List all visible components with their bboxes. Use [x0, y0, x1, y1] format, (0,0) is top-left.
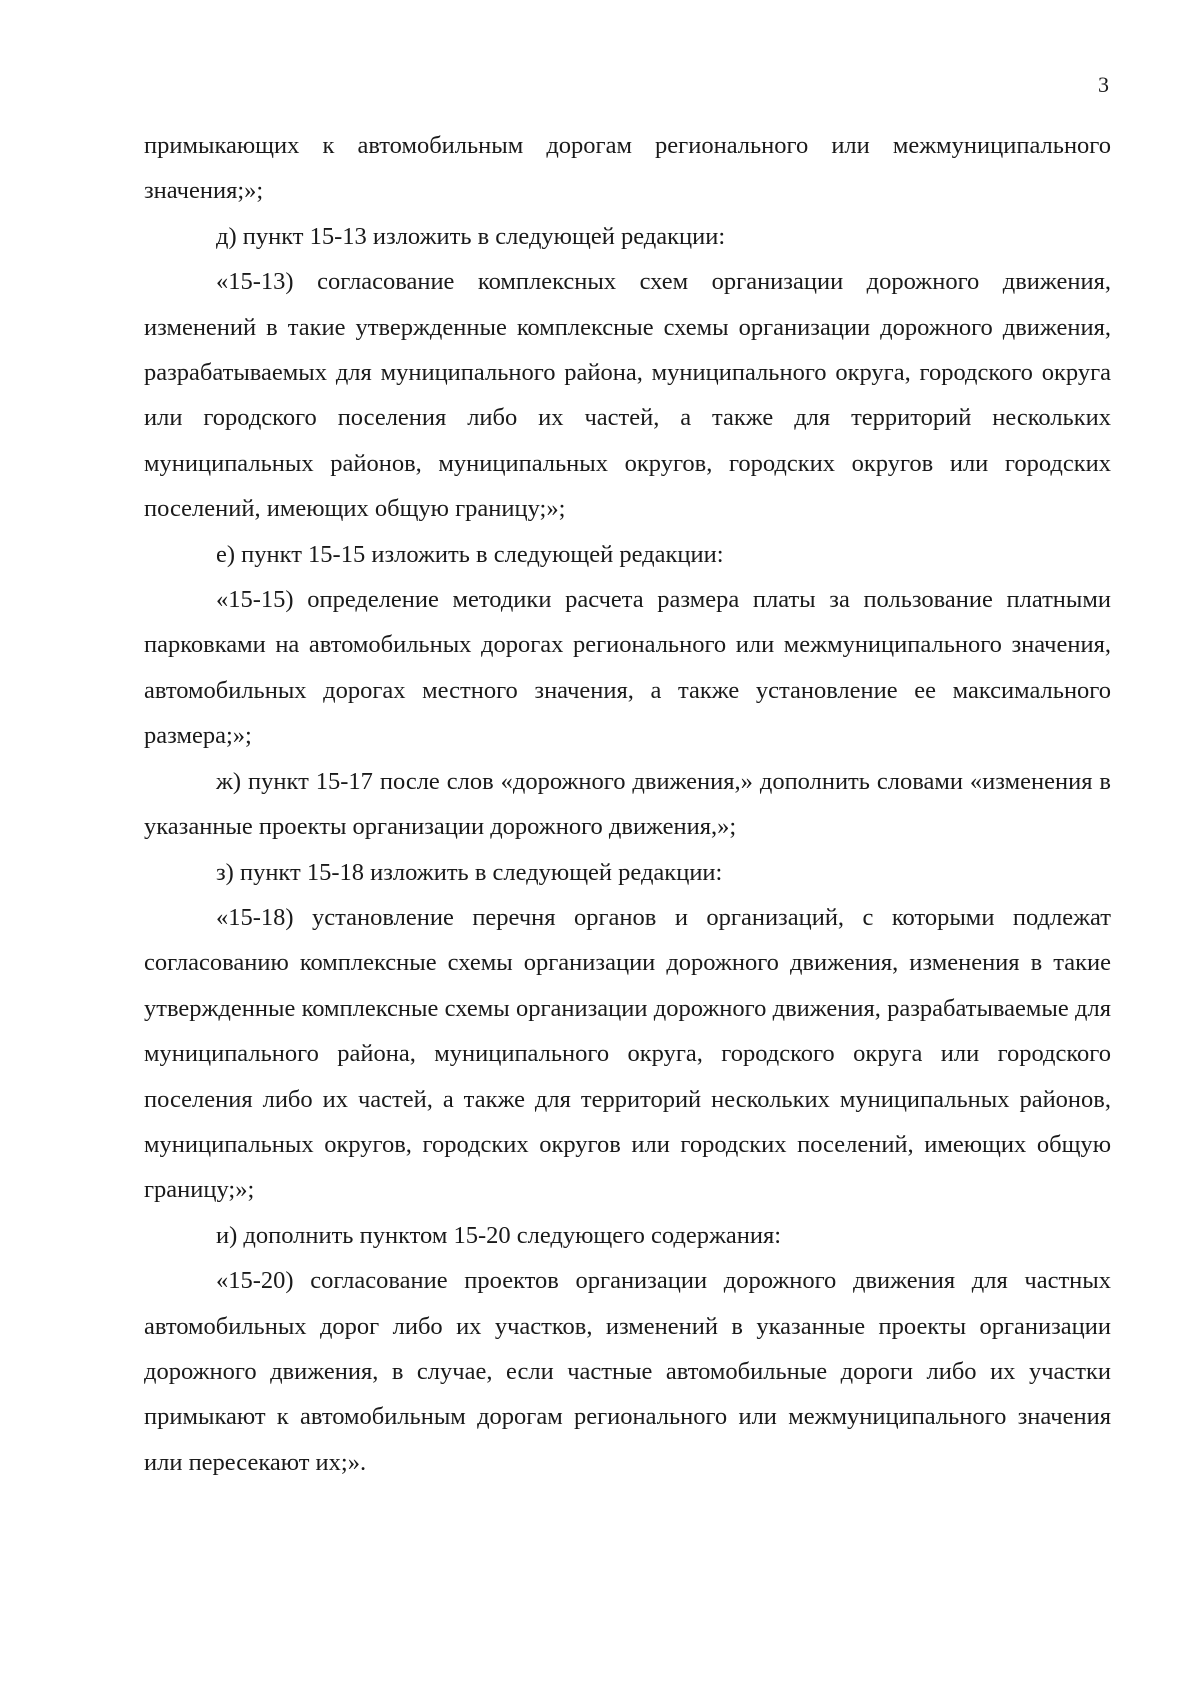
paragraph-item-zh: ж) пункт 15-17 после слов «дорожного движения,» дополнить словами «изменения в указанные проекты организации дорожного движения,»;	[144, 767, 1111, 841]
paragraph-item-i: и) дополнить пунктом 15-20 следующего содержания:	[216, 1221, 782, 1249]
paragraph-15-13: «15-13) согласование комплексных схем организации дорожного движения, изменений в такие утвержденные комплексные схемы организации дорожного движения, разрабатываемых для муниципального района, муниципального округа, городского округа или городского поселения либо их частей, а также для территорий нескольких муниципальных районов, муниципальных округов, городских округов или городских поселений, имеющих общую границу;»;	[144, 268, 1111, 523]
paragraph-item-d: д) пункт 15-13 изложить в следующей редакции:	[216, 222, 726, 250]
page-number: 3	[1098, 72, 1109, 97]
paragraph-item-e: е) пункт 15-15 изложить в следующей редакции:	[216, 540, 724, 568]
paragraph-continuation: примыкающих к автомобильным дорогам регионального или межмуниципального значения;»;	[144, 132, 1111, 205]
paragraph-15-20: «15-20) согласование проектов организации дорожного движения для частных автомобильных дорог либо их участков, изменений в указанные проекты организации дорожного движения, в случае, если частные автомобильные дороги либо их участки примыкают к автомобильным дорогам регионального или межмуниципального значения или пересекают их;».	[144, 1267, 1111, 1476]
paragraph-15-18: «15-18) установление перечня органов и организаций, с которыми подлежат согласованию комплексные схемы организации дорожного движения, изменения в такие утвержденные комплексные схемы организации дорожного движения, разрабатываемые для муниципального района, муниципального округа, городского округа или городского поселения либо их частей, а также для территорий нескольких муниципальных районов, муниципальных округов, городских округов или городских поселений, имеющих общую границу;»;	[144, 903, 1111, 1204]
paragraph-15-15: «15-15) определение методики расчета размера платы за пользование платными парковками на автомобильных дорогах регионального или межмуниципального значения, автомобильных дорогах местного значения, а также установление ее максимального размера;»;	[144, 586, 1111, 750]
paragraph-item-z: з) пункт 15-18 изложить в следующей редакции:	[216, 858, 723, 886]
document-body	[144, 123, 1111, 1485]
